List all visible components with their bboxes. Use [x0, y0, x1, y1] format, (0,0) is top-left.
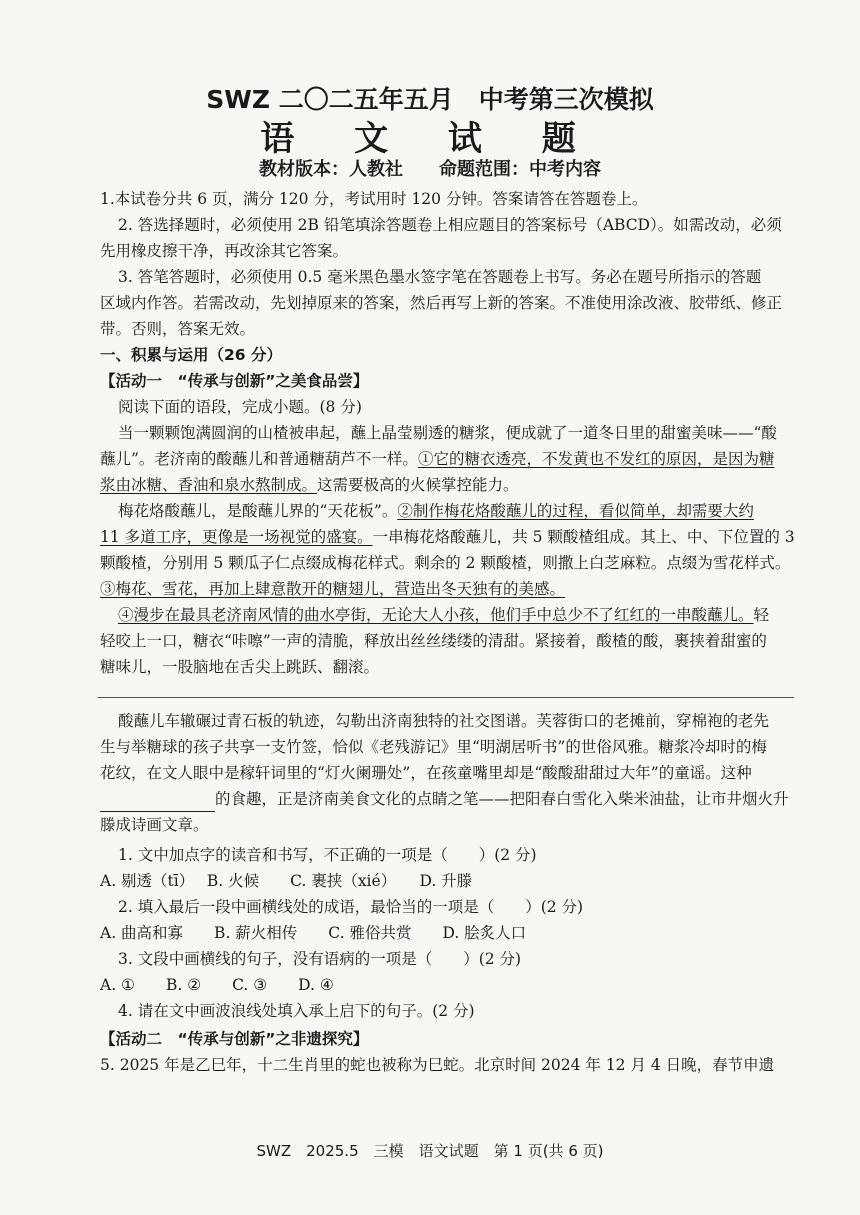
passage-line: 当一颗颗饱满圆润的山楂被串起，蘸上晶莹剔透的糖浆，便成就了一道冬日里的甜蜜美味——“酸 — [118, 424, 777, 442]
passage-text: 轻 — [753, 606, 770, 624]
passage-line: 颗酸楂，分别用 5 颗瓜子仁点缀成梅花样式。剩余的 2 颗酸楂，则撒上白芝麻粒。点缀为雪花样式。 — [100, 554, 791, 572]
question-1: 1. 文中加点字的读音和书写，不正确的一项是（ ）(2 分) — [118, 846, 537, 864]
instruction-3-cont: 区域内作答。若需改动，先划掉原来的答案，然后再写上新的答案。不准使用涂改液、胶带纸、修正 — [100, 294, 783, 312]
wavy-line-blank — [98, 697, 794, 698]
question-2-options: A. 曲高和寡 B. 薪火相传 C. 雅俗共赏 D. 脍炙人口 — [100, 924, 527, 942]
passage-text: 这需要极高的火候掌控能力。 — [317, 476, 519, 494]
passage-line: 滕成诗画文章。 — [100, 816, 209, 834]
passage-line — [100, 524, 800, 550]
question-2: 2. 填入最后一段中画横线处的成语，最恰当的一项是（ ）(2 分) — [118, 898, 584, 916]
passage-line — [100, 576, 800, 602]
question-3-options: A. ① B. ② C. ③ D. ④ — [100, 976, 334, 994]
exam-title: SWZ 二〇二五年五月 中考第三次模拟 — [206, 85, 654, 114]
passage-text: 一串梅花烙酸蘸儿，共 5 颗酸楂组成。其上、中、下位置的 3 — [372, 528, 795, 546]
instruction-3-end: 带。否则，答案无效。 — [100, 320, 256, 338]
passage-line: 花纹，在文人眼中是稼轩词里的“灯火阑珊处”，在孩童嘴里却是“酸酸甜甜过大年”的童谣。这种 — [100, 764, 752, 782]
passage-line: 轻咬上一口，糖衣“咔嚓”一声的清脆，释放出丝丝缕缕的清甜。紧接着，酸楂的酸，裹挟着甜蜜的 — [100, 632, 767, 650]
passage-line — [100, 446, 800, 472]
sentence-3: ③梅花、雪花，再加上肆意散开的糖翅儿，营造出冬天独有的美感。 — [100, 580, 566, 598]
passage-text: 蘸儿”。老济南的酸蘸儿和普通糖葫芦不一样。 — [100, 450, 418, 468]
passage-line — [100, 786, 800, 812]
subject-title: 语 文 试 题 — [260, 119, 600, 159]
sentence-1-cont: 浆由冰糖、香油和泉水熬制成。 — [100, 476, 318, 494]
question-5: 5. 2025 年是乙巳年，十二生肖里的蛇也被称为巳蛇。北京时间 2024 年 12 月 4 日晚，春节申遗 — [100, 1056, 775, 1074]
question-3: 3. 文段中画横线的句子，没有语病的一项是（ ）(2 分) — [118, 950, 522, 968]
sentence-1: ①它的糖衣透亮，不发黄也不发红的原因，是因为糖 — [417, 450, 775, 468]
idiom-blank — [100, 793, 215, 812]
activity-1-heading: 【活动一 “传承与创新”之美食品尝】 — [100, 372, 369, 390]
sentence-4: ④漫步在最具老济南风情的曲水亭街，无论大人小孩，他们手中总少不了红红的一串酸蘸儿。 — [118, 606, 754, 624]
question-1-options: A. 剔透（tī） B. 火候 C. 裹挟（xié） D. 升滕 — [100, 872, 473, 890]
passage-line: 酸蘸儿车辙碾过青石板的轨迹，勾勒出济南独特的社交图谱。芙蓉街口的老摊前，穿棉袍的老先 — [118, 712, 770, 730]
passage-line — [118, 498, 818, 524]
edition-info: 教材版本：人教社 命题范围：中考内容 — [259, 159, 601, 180]
passage-line: 糖味儿，一股脑地在舌尖上跳跃、翻滚。 — [100, 658, 380, 676]
passage-line — [100, 472, 800, 498]
activity-2-heading: 【活动二 “传承与创新”之非遗探究】 — [100, 1030, 369, 1048]
passage-text: 梅花烙酸蘸儿，是酸蘸儿界的“天花板”。 — [118, 502, 398, 520]
instruction-3: 3. 答笔答题时，必须使用 0.5 毫米黑色墨水签字笔在答题卷上书写。务必在题号所指示的答题 — [118, 268, 762, 286]
passage-text: 的食趣，正是济南美食文化的点睛之笔——把阳春白雪化入柴米油盐，让市井烟火升 — [215, 790, 789, 808]
section-heading: 一、积累与运用（26 分） — [100, 346, 282, 364]
instruction-1: 1.本试卷分共 6 页，满分 120 分，考试用时 120 分钟。答案请答在答题卷上。 — [100, 190, 648, 208]
question-4: 4. 请在文中画波浪线处填入承上启下的句子。(2 分) — [118, 1002, 475, 1020]
passage-line: 生与举糖球的孩子共享一支竹签，恰似《老残游记》里“明湖居听书”的世俗风雅。糖浆冷却时的梅 — [100, 738, 767, 756]
page-footer: SWZ 2025.5 三模 语文试题 第 1 页(共 6 页) — [256, 1142, 604, 1160]
sentence-2: ②制作梅花烙酸蘸儿的过程，看似简单，却需要大约 — [397, 502, 754, 520]
sentence-2-cont: 11 多道工序，更像是一场视觉的盛宴。 — [100, 528, 373, 546]
instruction-2: 2. 答选择题时，必须使用 2B 铅笔填涂答题卷上相应题目的答案标号（ABCD）。如需改动，必须 — [118, 216, 782, 234]
reading-prompt: 阅读下面的语段，完成小题。(8 分) — [118, 398, 362, 416]
instruction-2-cont: 先用橡皮擦干净，再改涂其它答案。 — [100, 242, 349, 260]
passage-line — [118, 602, 818, 628]
